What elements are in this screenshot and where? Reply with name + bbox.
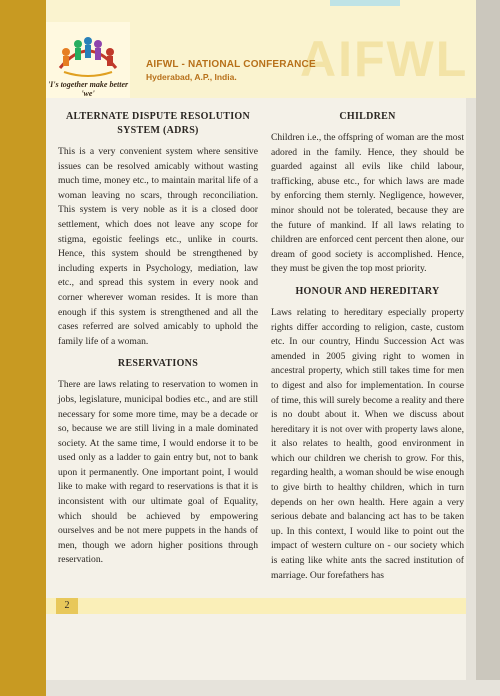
section-heading-honour-hereditary: HONOUR AND HEREDITARY [295, 285, 440, 297]
aifwl-logo [46, 22, 130, 98]
teal-tab [330, 0, 400, 6]
left-column [58, 110, 258, 576]
footer-bar [46, 598, 466, 614]
page-number: 2 [56, 598, 78, 614]
conference-title: AIFWL - NATIONAL CONFERANCE [146, 59, 316, 70]
header-watermark: AIFWL [300, 31, 469, 87]
people-circle-icon [54, 32, 122, 80]
section-heading-reservations: RESERVATIONS [117, 358, 199, 370]
section-paragraph-adrs: This is a very convenient system where sensitive issues can be resolved amicably without wasting much time, money etc., to maintain marital life of a woman leaving no scars, through reconciliation. This system is very noble as it is a closed door settlement, which does not leave any scope for stigma, egoistic feelings etc., unlike in courts. Hence, this system should be strengthened by including experts in Psychology, mediation, law etc., and spread this system in every nook and corner wherever woman resides. It is more than enough if this system is strengthened and all the cases referred are solved amicably to uphold the family life of a woman. [58, 146, 258, 347]
section-heading-children: CHILDREN [339, 111, 396, 122]
gold-side-strip [0, 0, 46, 696]
section-paragraph-children: Children i.e., the offspring of woman are the most adored in the family. Hence, they should be guarded against all evils like child labour, trafficking, abuse etc., for which laws are made by enforcing them sternly. Negligence, however, minor should not be tolerated, because they are the future of mankind. If all laws relating to children are enforced cent percent then alone, our dream of good society is accomplished. Hence, they must be given the top most priority. [271, 132, 464, 275]
page-edge-shadow [466, 0, 476, 696]
logo-tagline: 'I's together make better 'we' [47, 80, 129, 98]
section-paragraph-honour-hereditary: Laws relating to hereditary especially property rights differ according to religion, caste, custom etc. In our country, Hindu Succession Act was amended in 2005 giving right to women in ancestral property, which still takes time for men to digest and also for implementation. In course of time, this will surely become a reality and there is no doubt about it. When we discuss about hereditary it is not over with property laws alone, it also relates to health, good environment in which our children we cherish to grow. For this, regarding health, a woman should be wise enough to give birth to healthy children, which in turn depends on her own health. Here again a very serious debate and balancing act has to be taken up. In this context, I would like to point out the impact of western culture on - our society which is eating like white ants the sacred institution of marriage. Our forefathers has [271, 306, 464, 581]
conference-location: Hyderabad, A.P., India. [146, 72, 237, 82]
section-heading-adrs: ALTERNATE DISPUTE RESOLUTION SYSTEM (ADRS) [65, 111, 250, 136]
right-column [271, 110, 464, 591]
binding-edge [476, 0, 500, 696]
page-bottom-margin [0, 680, 500, 696]
section-paragraph-reservations: There are laws relating to reservation to women in jobs, legislature, municipal bodies etc., and are still necessary for some more time, may be a decade or so, because we are still living in a male dominated society. At the same time, I would endorse it to be used only as a ladder to gain entry but, not to bank upon it permanently. One important point, I would like to make with regard to reservations is that it is inconsistent with our ultimate goal of Equality, which should be achieved by empowering ourselves and be not mere puppets in the hands of men, though we adorn higher positions through reservation. [58, 379, 258, 566]
